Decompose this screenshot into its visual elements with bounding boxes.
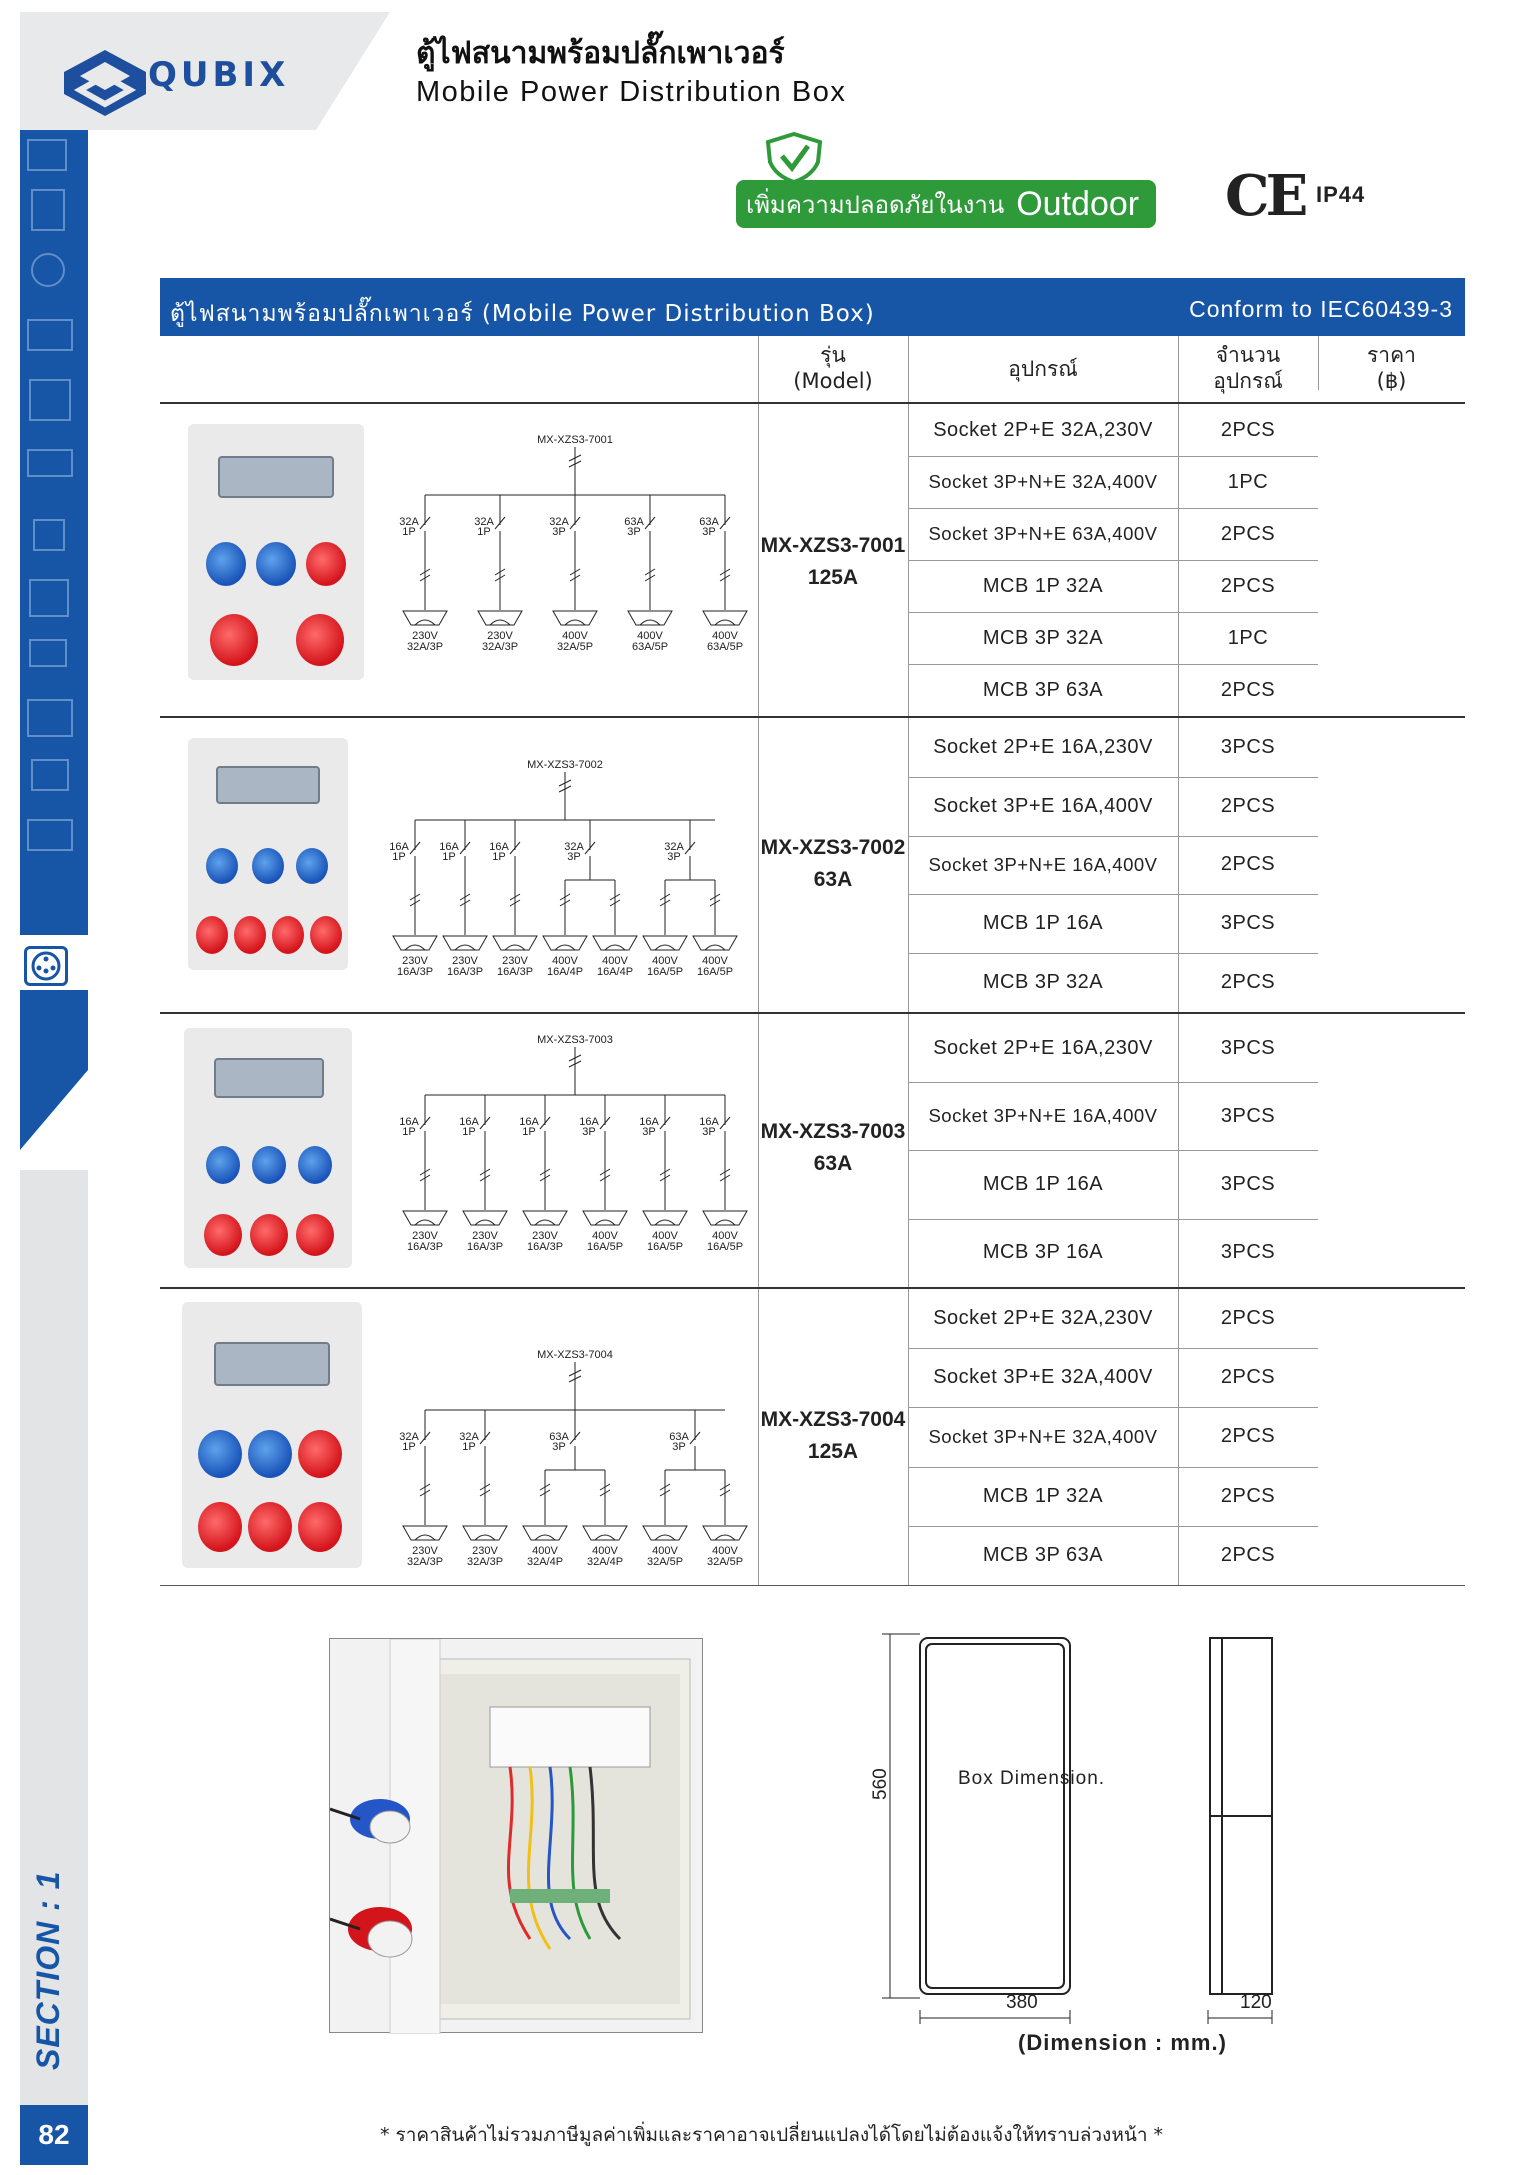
quantity-cell: 2PCS [1220, 853, 1276, 876]
equipment-cell: Socket 2P+E 32A,230V [933, 418, 1153, 441]
outlet-voltage: 400V [712, 1545, 738, 1557]
equipment-cell: MCB 3P 32A [982, 626, 1104, 649]
equipment-cell: Socket 3P+N+E 32A,400V [928, 471, 1158, 492]
outlet-rating: 16A/5P [696, 966, 734, 978]
outlet-rating: 63A/5P [706, 641, 744, 653]
model-name: MX-XZS3-7002 [760, 836, 906, 859]
col-qty-header [1178, 342, 1318, 394]
col-qty-1: จำนวน [1215, 343, 1281, 367]
breaker-rating: 32A [399, 516, 419, 528]
dimension-note: (Dimension : mm.) [1018, 2030, 1227, 2055]
equipment-cell: MCB 1P 16A [982, 1172, 1104, 1195]
outlet-voltage: 400V [532, 1545, 558, 1557]
breaker-rating: 16A [389, 841, 409, 853]
breaker-poles: 1P [477, 526, 491, 538]
quantity-cell: 2PCS [1220, 1366, 1276, 1389]
wiring-diagram-7001 [385, 425, 755, 670]
breaker-poles: 3P [627, 526, 641, 538]
diagram-label: MX-XZS3-7002 [527, 759, 603, 771]
equipment-cell: MCB 1P 32A [982, 574, 1104, 597]
quantity-cell: 3PCS [1220, 912, 1276, 935]
col-divider [1318, 336, 1319, 390]
equipment-cell: MCB 1P 32A [982, 1484, 1104, 1507]
row-divider [908, 508, 1318, 509]
table-rule [160, 1585, 1465, 1586]
outlet-voltage: 230V [452, 955, 478, 967]
outlet-voltage: 230V [402, 955, 428, 967]
equipment-cell: Socket 3P+N+E 16A,400V [928, 1105, 1158, 1127]
diagram-label: MX-XZS3-7003 [537, 1034, 613, 1046]
breaker-rating: 63A [549, 1431, 569, 1443]
quantity-cell: 3PCS [1220, 1104, 1276, 1127]
model-cell-7003 [758, 1116, 908, 1180]
quantity-cell: 3PCS [1220, 735, 1276, 758]
breaker-rating: 63A [669, 1431, 689, 1443]
breaker-poles: 3P [567, 851, 581, 863]
outlet-voltage: 230V [472, 1545, 498, 1557]
quantity-cell: 2PCS [1220, 522, 1276, 545]
outlet-rating: 16A/4P [596, 966, 634, 978]
outlet-voltage: 400V [562, 630, 588, 642]
outlet-rating: 32A/4P [526, 1556, 564, 1568]
box-dimension-label: Box Dimension. [958, 1768, 1106, 1789]
outlet-voltage: 230V [412, 1230, 438, 1242]
outlet-voltage: 230V [412, 1545, 438, 1557]
outlet-voltage: 230V [472, 1230, 498, 1242]
breaker-rating: 32A [549, 516, 569, 528]
col-divider [758, 336, 759, 1586]
col-model-th: รุ่น [820, 343, 846, 367]
quantity-cell: 2PCS [1220, 678, 1276, 701]
equipment-cell: Socket 2P+E 32A,230V [933, 1307, 1153, 1330]
breaker-poles: 1P [402, 1441, 416, 1453]
outlet-voltage: 230V [502, 955, 528, 967]
dim-height: 560 [870, 1768, 891, 1800]
ip-rating: IP44 [1316, 182, 1366, 207]
model-rating: 125A [807, 566, 859, 589]
product-photo-7002 [188, 738, 348, 970]
diagram-svg [385, 1025, 755, 1265]
breaker-rating: 16A [579, 1116, 599, 1128]
outlet-voltage: 400V [637, 630, 663, 642]
breaker-poles: 1P [492, 851, 506, 863]
outdoor-badge [736, 180, 1156, 228]
breaker-rating: 16A [519, 1116, 539, 1128]
badge-thai: เพิ่มความปลอดภัยในงาน [746, 190, 1005, 219]
quantity-cell: 2PCS [1220, 1425, 1276, 1448]
outlet-rating: 63A/5P [631, 641, 669, 653]
equipment-cell: Socket 2P+E 16A,230V [933, 735, 1153, 758]
outlet-voltage: 400V [712, 630, 738, 642]
breaker-poles: 3P [667, 851, 681, 863]
breaker-rating: 16A [439, 841, 459, 853]
outlet-voltage: 400V [652, 1230, 678, 1242]
col-equipment-header: อุปกรณ์ [1008, 357, 1078, 381]
open-box-photo [329, 1638, 703, 2033]
col-price-header [1318, 342, 1465, 394]
outlet-voltage: 400V [702, 955, 728, 967]
outlet-voltage: 400V [592, 1545, 618, 1557]
category-icons [20, 130, 88, 935]
breaker-poles: 3P [552, 526, 566, 538]
breaker-poles: 3P [702, 526, 716, 538]
equipment-cell: Socket 2P+E 16A,230V [933, 1036, 1153, 1059]
outlet-voltage: 230V [487, 630, 513, 642]
row-divider [908, 664, 1318, 665]
row-divider [908, 612, 1318, 613]
row-divider [908, 560, 1318, 561]
breaker-rating: 32A [664, 841, 684, 853]
row-divider [908, 1348, 1318, 1349]
outlet-rating: 32A/4P [586, 1556, 624, 1568]
diagram-label: MX-XZS3-7004 [537, 1349, 613, 1361]
outlet-rating: 32A/5P [706, 1556, 744, 1568]
outlet-rating: 32A/3P [406, 1556, 444, 1568]
table-standard: Conform to IEC60439-3 [1189, 296, 1453, 322]
row-divider [908, 777, 1318, 778]
outlet-rating: 32A/5P [646, 1556, 684, 1568]
outlet-voltage: 230V [412, 630, 438, 642]
wiring-diagram-7003 [385, 1025, 755, 1270]
outlet-rating: 32A/3P [481, 641, 519, 653]
outlet-voltage: 230V [532, 1230, 558, 1242]
col-qty-2: อุปกรณ์ [1213, 369, 1283, 393]
breaker-rating: 32A [459, 1431, 479, 1443]
sidebar-category-strip [20, 130, 88, 935]
model-name: MX-XZS3-7004 [760, 1408, 906, 1431]
breaker-poles: 3P [672, 1441, 686, 1453]
outlet-voltage: 400V [652, 955, 678, 967]
outlet-rating: 16A/3P [406, 1241, 444, 1253]
model-name: MX-XZS3-7001 [760, 534, 906, 557]
equipment-cell: Socket 3P+N+E 63A,400V [928, 523, 1158, 544]
diagram-label: MX-XZS3-7001 [537, 434, 613, 446]
breaker-poles: 3P [552, 1441, 566, 1453]
breaker-poles: 1P [442, 851, 456, 863]
quantity-cell: 2PCS [1220, 794, 1276, 817]
breaker-rating: 32A [564, 841, 584, 853]
product-photo-7004 [182, 1302, 362, 1568]
outlet-voltage: 400V [592, 1230, 618, 1242]
breaker-poles: 3P [642, 1126, 656, 1138]
equipment-cell: MCB 3P 63A [982, 1543, 1104, 1566]
outlet-rating: 16A/5P [586, 1241, 624, 1253]
model-name: MX-XZS3-7003 [760, 1120, 906, 1143]
col-price-2: (฿) [1376, 369, 1407, 393]
wiring-diagram-7002 [375, 750, 745, 995]
quantity-cell: 3PCS [1220, 1172, 1276, 1195]
outlet-voltage: 400V [652, 1545, 678, 1557]
breaker-rating: 16A [459, 1116, 479, 1128]
row-divider [908, 1407, 1318, 1408]
col-price-1: ราคา [1367, 343, 1416, 367]
quantity-cell: 2PCS [1220, 1307, 1276, 1330]
wiring-diagram-7004 [385, 1340, 755, 1585]
outlet-voltage: 400V [602, 955, 628, 967]
breaker-poles: 3P [702, 1126, 716, 1138]
quantity-cell: 3PCS [1220, 1241, 1276, 1264]
row-divider [908, 1219, 1318, 1220]
brand-name: QUBIX [148, 55, 290, 95]
product-photo-7001 [188, 424, 364, 680]
quantity-cell: 2PCS [1220, 1543, 1276, 1566]
row-divider [908, 456, 1318, 457]
breaker-poles: 1P [462, 1126, 476, 1138]
equipment-cell: Socket 3P+N+E 16A,400V [928, 853, 1158, 875]
row-divider [908, 836, 1318, 837]
qubix-logo-icon [60, 46, 150, 120]
row-divider [908, 953, 1318, 954]
model-rating: 63A [813, 1152, 853, 1175]
quantity-cell: 2PCS [1220, 418, 1276, 441]
diagram-svg [385, 1340, 755, 1580]
col-model-header [758, 342, 908, 394]
quantity-cell: 1PC [1227, 626, 1269, 649]
breaker-poles: 1P [462, 1441, 476, 1453]
row-divider [908, 1526, 1318, 1527]
equipment-cell: Socket 3P+N+E 32A,400V [928, 1425, 1158, 1447]
outlet-rating: 16A/3P [466, 1241, 504, 1253]
outlet-rating: 16A/5P [646, 966, 684, 978]
row-divider [908, 1467, 1318, 1468]
row-divider [908, 894, 1318, 895]
diagram-svg [385, 425, 755, 665]
breaker-rating: 16A [639, 1116, 659, 1128]
outlet-rating: 32A/3P [406, 641, 444, 653]
breaker-rating: 32A [399, 1431, 419, 1443]
breaker-poles: 1P [392, 851, 406, 863]
model-rating: 125A [807, 1440, 859, 1463]
col-model-en: (Model) [793, 369, 873, 393]
equipment-cell: MCB 3P 16A [982, 1241, 1104, 1264]
breaker-poles: 1P [522, 1126, 536, 1138]
dim-width: 380 [1006, 1992, 1038, 2013]
breaker-poles: 1P [402, 526, 416, 538]
breaker-rating: 32A [474, 516, 494, 528]
price-disclaimer: * ราคาสินค้าไม่รวมภาษีมูลค่าเพิ่มและราคาอาจเปลี่ยนแปลงได้โดยไม่ต้องแจ้งให้ทราบล่วงหน้า * [380, 2124, 1164, 2146]
quantity-cell: 3PCS [1220, 1036, 1276, 1059]
breaker-rating: 16A [699, 1116, 719, 1128]
table-heading: ตู้ไฟสนามพร้อมปลั๊กเพาเวอร์ (Mobile Power Distribution Box) [170, 301, 875, 327]
outlet-rating: 16A/5P [706, 1241, 744, 1253]
equipment-cell: Socket 3P+E 32A,400V [933, 1366, 1153, 1389]
outlet-rating: 16A/3P [396, 966, 434, 978]
outlet-rating: 16A/3P [526, 1241, 564, 1253]
row-divider [908, 1082, 1318, 1083]
breaker-poles: 3P [582, 1126, 596, 1138]
model-cell-7002 [758, 832, 908, 896]
outlet-voltage: 400V [552, 955, 578, 967]
product-photo-7003 [184, 1028, 352, 1268]
breaker-rating: 16A [399, 1116, 419, 1128]
quantity-cell: 2PCS [1220, 1484, 1276, 1507]
breaker-poles: 1P [402, 1126, 416, 1138]
dim-depth: 120 [1240, 1992, 1272, 2013]
outlet-rating: 16A/4P [546, 966, 584, 978]
section-label: SECTION : 1 [30, 1870, 66, 2070]
quantity-cell: 2PCS [1220, 971, 1276, 994]
shield-check-icon [764, 132, 824, 184]
breaker-rating: 63A [699, 516, 719, 528]
badge-english: Outdoor [1016, 184, 1140, 223]
outlet-rating: 32A/5P [556, 641, 594, 653]
outlet-rating: 16A/5P [646, 1241, 684, 1253]
table-heading-bar [160, 278, 1465, 336]
equipment-cell: MCB 3P 32A [982, 971, 1104, 994]
model-cell-7004 [758, 1404, 908, 1468]
equipment-cell: Socket 3P+E 16A,400V [933, 794, 1153, 817]
outlet-rating: 16A/3P [446, 966, 484, 978]
equipment-cell: MCB 1P 16A [982, 912, 1104, 935]
page-title-thai: ตู้ไฟสนามพร้อมปลั๊กเพาเวอร์ [416, 36, 785, 71]
outlet-rating: 16A/3P [496, 966, 534, 978]
page-title-english: Mobile Power Distribution Box [416, 76, 847, 108]
breaker-rating: 63A [624, 516, 644, 528]
row-divider [908, 1150, 1318, 1151]
breaker-rating: 16A [489, 841, 509, 853]
model-cell-7001 [758, 530, 908, 594]
ce-mark: CE [1225, 163, 1305, 229]
diagram-svg [375, 750, 745, 990]
outlet-voltage: 400V [712, 1230, 738, 1242]
model-rating: 63A [813, 868, 853, 891]
socket-category-icon[interactable] [24, 946, 68, 986]
quantity-cell: 2PCS [1220, 574, 1276, 597]
dimension-drawing [870, 1630, 1330, 2030]
quantity-cell: 1PC [1227, 470, 1269, 493]
equipment-cell: MCB 3P 63A [982, 678, 1104, 701]
page-number: 82 [20, 2105, 88, 2165]
outlet-rating: 32A/3P [466, 1556, 504, 1568]
